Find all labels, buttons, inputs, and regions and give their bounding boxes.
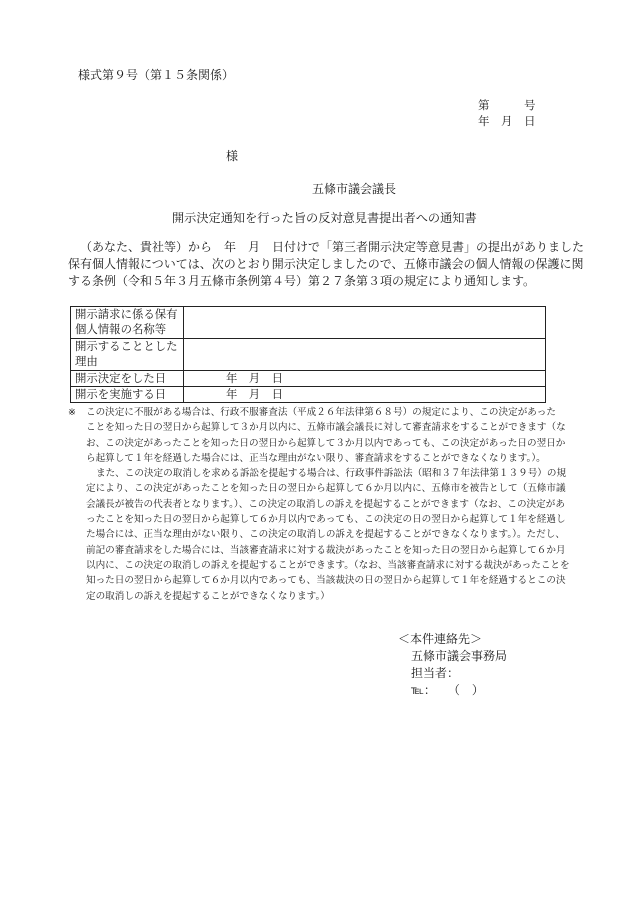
document-title: 開示決定通知を行った旨の反対意見書提出者への通知書: [172, 211, 477, 225]
note-line: 会議長が被告の代表者となります。）、この決定の取消しの訴えを提起することができます（なお、この決定があ: [86, 498, 565, 510]
note-line: た場合には、正当な理由がない限り、この決定の取消しの訴えを提起することができなくなります。）。ただし、: [86, 529, 565, 541]
note-line: また、この決定の取消しを求める訴訟を提起する場合は、行政事件訴訟法（昭和３７年法律第１３９号）の規: [96, 468, 567, 480]
disclosure-info-table: [70, 306, 546, 403]
row-label-decision-date: 開示決定をした日: [71, 371, 184, 387]
contact-person: 担当者：: [411, 666, 460, 680]
implementation-date-value: 年 月 日: [226, 387, 283, 401]
sender: 五條市議会議長: [312, 182, 397, 196]
body-line: （あなた、貴社等）から 年 月 日付けで「第三者開示決定等意見書」の提出がありました: [80, 240, 585, 254]
row-label-text: 開示請求に係る保有個人情報の名称等: [75, 307, 178, 336]
row-label-text: 開示することとした理由: [75, 339, 178, 368]
issue-date: 年 月 日: [478, 114, 536, 128]
row-label-implementation-date: 開示を実施する日: [71, 387, 184, 403]
note-line: 定の取消しの訴えを提起することができなくなります。）: [86, 590, 330, 602]
contact-tel: ℡： （ ）: [411, 683, 484, 697]
row-value-reason: [184, 339, 546, 371]
body-line: 保有個人情報については、次のとおり開示決定しましたので、五條市議会の個人情報の保護に関: [68, 257, 584, 271]
table-row: [71, 371, 546, 387]
addressee: 様: [226, 149, 239, 163]
note-line: ことを知った日の翌日から起算して３か月以内に、五條市議会議長に対して審査請求をすることができます（な: [86, 422, 566, 434]
note-line: 定により、この決定があったことを知った日の翌日から起算して６か月以内に、五條市を被告として（五條市議: [86, 483, 566, 495]
row-value-implementation-date: [184, 387, 546, 403]
note-line: ※ この決定に不服がある場合は、行政不服審査法（平成２６年法律第６８号）の規定により、この決定があった: [68, 405, 552, 420]
issue-number: 第 号: [478, 98, 536, 112]
contact-heading: ＜本件連絡先＞: [398, 632, 483, 646]
row-value-decision-date: [184, 371, 546, 387]
body-line: する条例（令和５年３月五條市条例第４号）第２７条第３項の規定により通知します。: [68, 274, 536, 288]
form-number: 様式第９号（第１５条関係）: [78, 68, 235, 82]
table-row: [71, 339, 546, 371]
note-line: ったことを知った日の翌日から起算して６か月以内であっても、この決定の日の翌日から起算して１年を経過し: [86, 514, 566, 526]
row-label-reason: [71, 339, 184, 371]
note-line: 知った日の翌日から起算して６か月以内であっても、当該裁決の日の翌日から起算して１年を経過するとこの決: [86, 575, 566, 587]
table-row: [71, 387, 546, 403]
note-line: お、この決定があったことを知った日の翌日から起算して３か月以内であっても、この決定があった日の翌日か: [86, 437, 566, 449]
contact-office: 五條市議会事務局: [411, 649, 508, 663]
body-paragraph: [68, 239, 585, 290]
note-line: 以内に、この決定の取消しの訴えを提起することができます。（なお、当該審査請求に対する裁決があったことを: [86, 559, 570, 571]
note-line: ら起算して１年を経過した場合には、正当な理由がない限り、審査請求をすることができなくなります。）。: [86, 452, 546, 464]
note-mark: ※: [68, 407, 77, 418]
decision-date-value: 年 月 日: [226, 371, 283, 385]
note-line: 前記の審査請求をした場合には、当該審査請求に対する裁決があったことを知った日の翌日から起算して６か月: [86, 544, 566, 556]
row-label-record-name: [71, 307, 184, 339]
table-row: [71, 307, 546, 339]
notes-section: [68, 405, 570, 604]
row-value-record-name: [184, 307, 546, 339]
